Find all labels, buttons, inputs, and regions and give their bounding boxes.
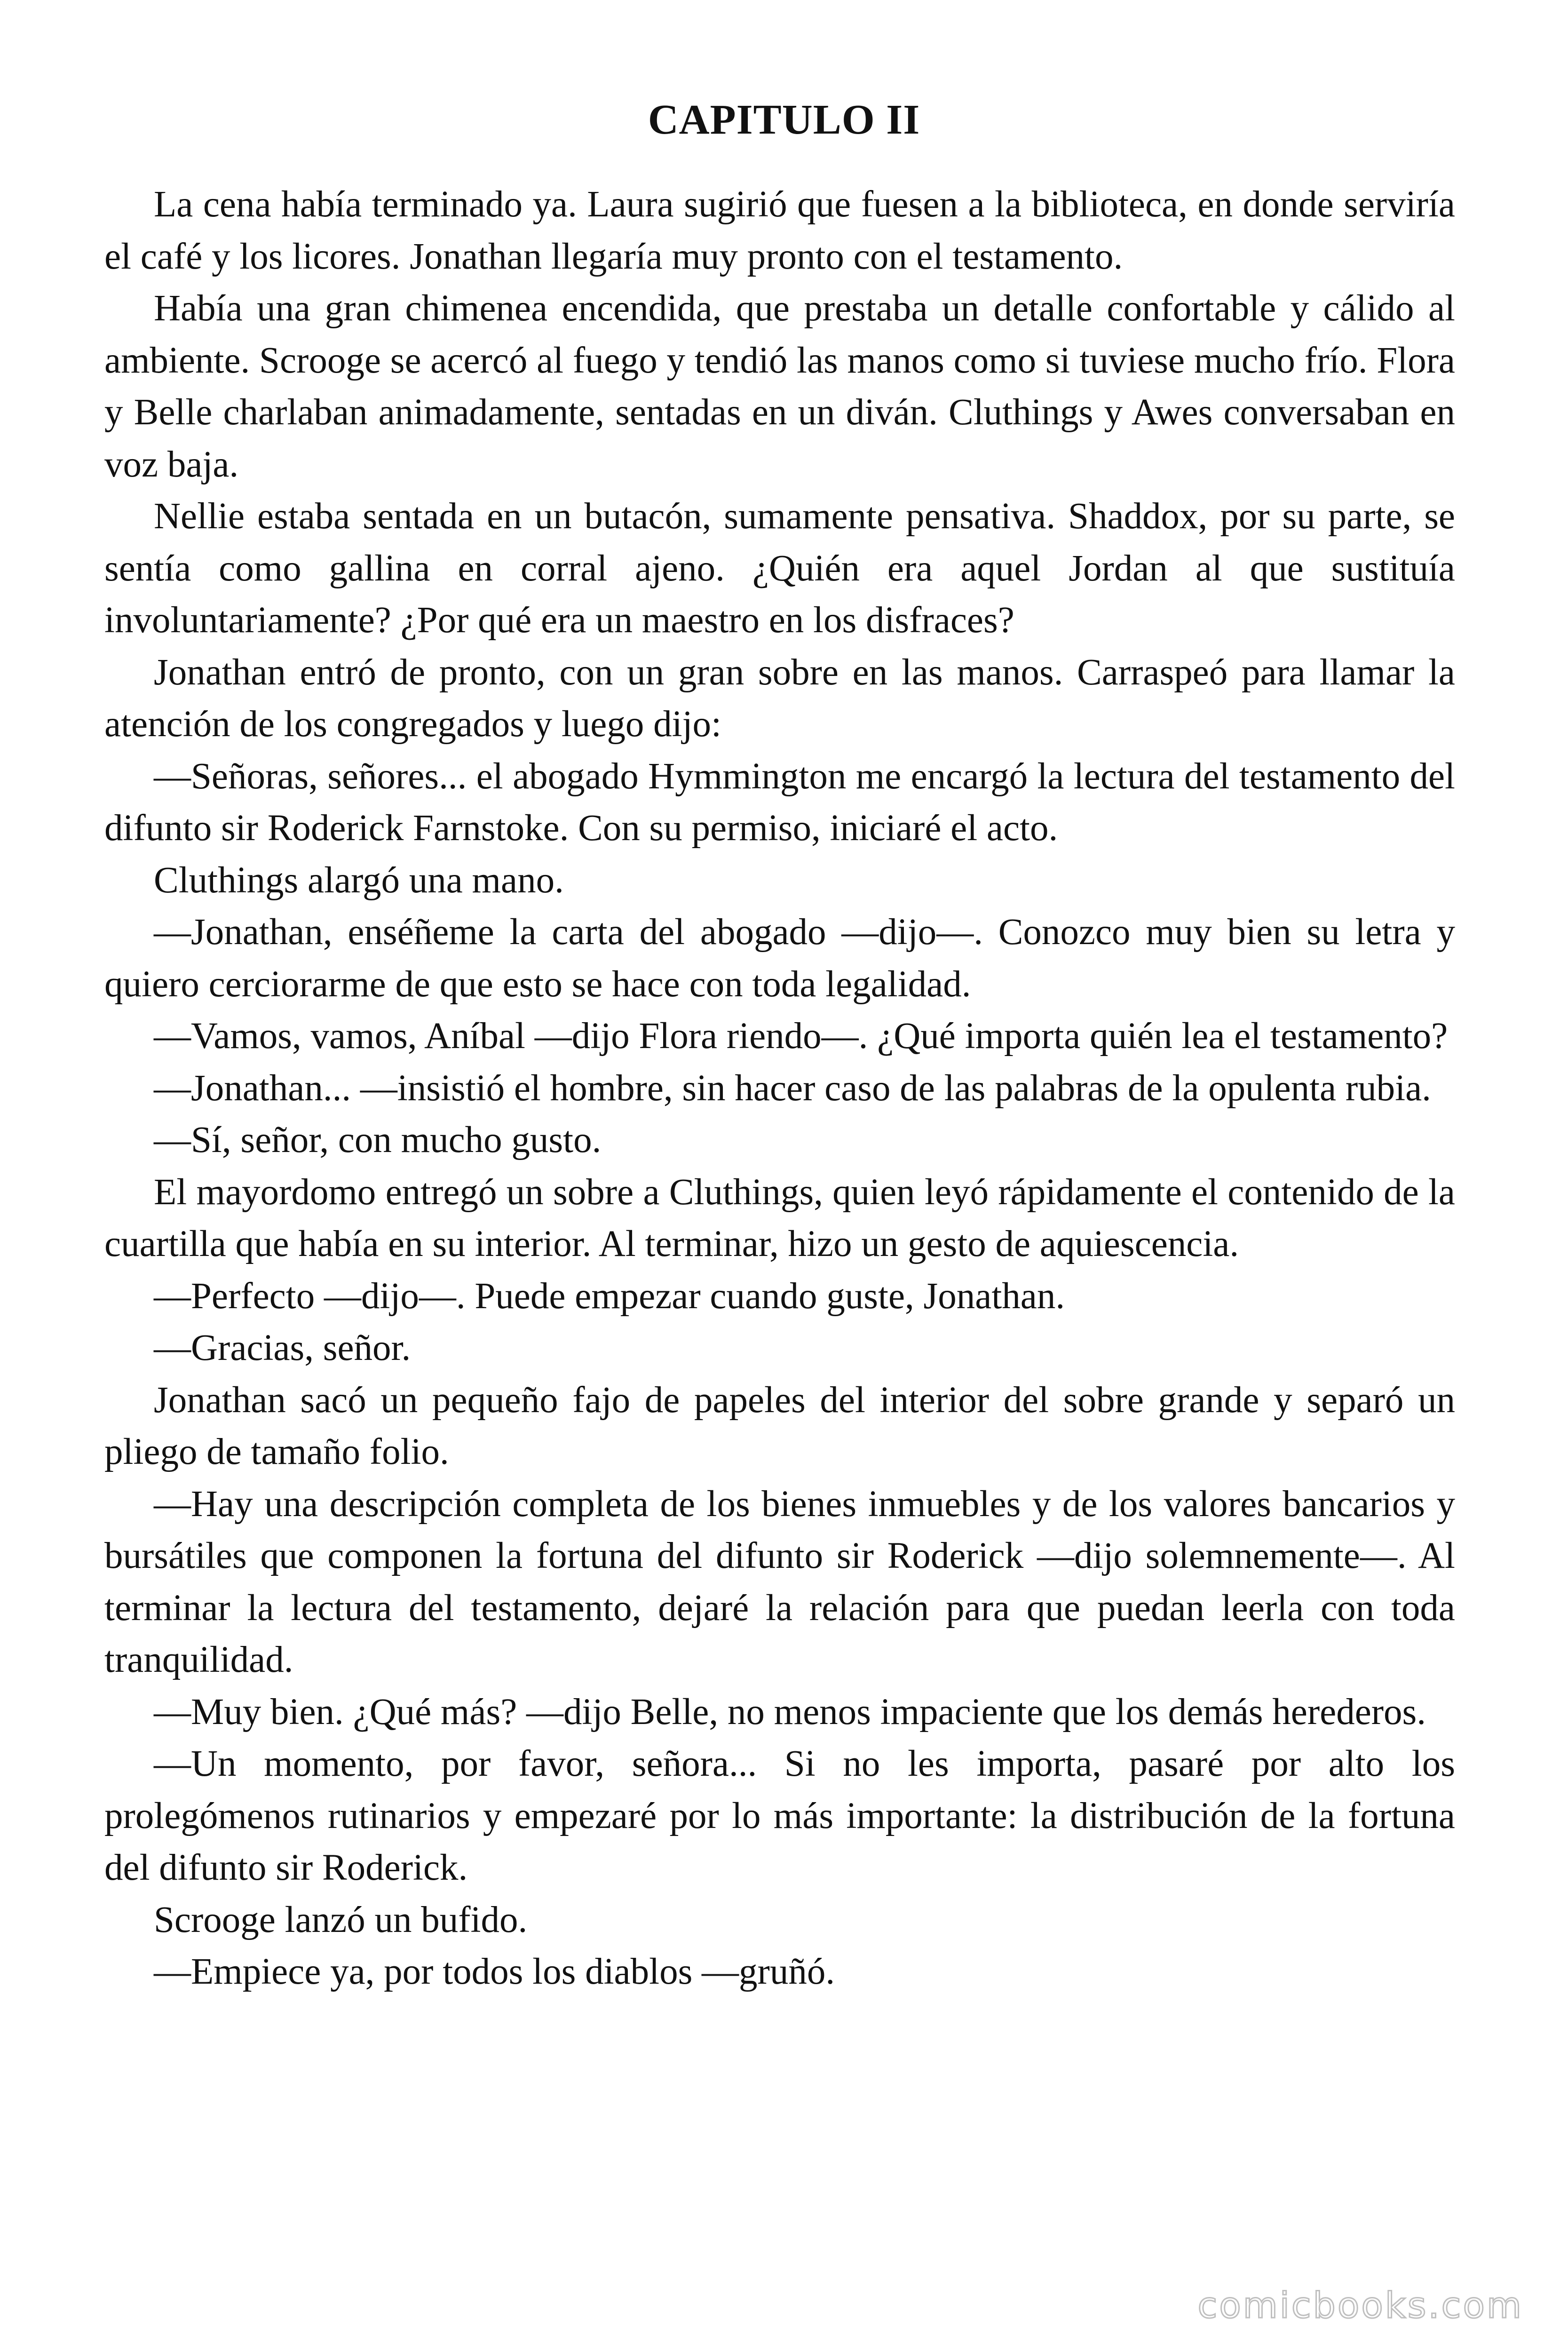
paragraph: —Jonathan, enséñeme la carta del abogado —dijo—. Conozco muy bien su letra y quiero cerciorarme de que esto se hace con toda legalidad. (104, 912, 1455, 1005)
paragraph: —Sí, señor, con mucho gusto. (154, 1120, 602, 1160)
paragraph: La cena había terminado ya. Laura sugirió que fuesen a la biblioteca, en donde serviría el café y los licores. Jonathan llegaría muy pronto con el testamento. (104, 184, 1455, 277)
paragraph: El mayordomo entregó un sobre a Cluthings, quien leyó rápidamente el contenido de la cuartilla que había en su interior. Al terminar, hizo un gesto de aquiescencia. (104, 1171, 1455, 1264)
paragraph: —Empiece ya, por todos los diablos —gruñó. (154, 1951, 835, 1992)
watermark: comicbooks.com (1197, 2284, 1523, 2326)
paragraph: —Vamos, vamos, Aníbal —dijo Flora riendo—. ¿Qué importa quién lea el testamento? (154, 1016, 1448, 1057)
paragraph: —Gracias, señor. (154, 1327, 411, 1368)
paragraph: —Jonathan... —insistió el hombre, sin hacer caso de las palabras de la opulenta rubia. (154, 1067, 1431, 1109)
paragraph: —Muy bien. ¿Qué más? —dijo Belle, no menos impaciente que los demás herederos. (154, 1691, 1426, 1732)
paragraph: —Perfecto —dijo—. Puede empezar cuando guste, Jonathan. (154, 1275, 1065, 1317)
paragraph: Había una gran chimenea encendida, que prestaba un detalle confortable y cálido al ambiente. Scrooge se acercó al fuego y tendió las manos como si tuviese mucho frío. Flora y Belle charlaban animadamente, sentadas en un diván. Cluthings y Awes conversaban en voz baja. (104, 288, 1455, 485)
paragraph: —Hay una descripción completa de los bienes inmuebles y de los valores bancarios y bursátiles que componen la fortuna del difunto sir Roderick —dijo solemnemente—. Al terminar la lectura del testamento, dejaré la relación para que puedan leerla con toda tranquilidad. (104, 1483, 1455, 1680)
paragraph: Jonathan entró de pronto, con un gran sobre en las manos. Carraspeó para llamar la atención de los congregados y luego dijo: (104, 652, 1455, 745)
paragraph: Scrooge lanzó un bufido. (154, 1899, 528, 1940)
chapter-body (104, 179, 1455, 1998)
paragraph: —Un momento, por favor, señora... Si no les importa, pasaré por alto los prolegómenos rutinarios y empezaré por lo más importante: la distribución de la fortuna del difunto sir Roderick. (104, 1743, 1455, 1888)
paragraph: Jonathan sacó un pequeño fajo de papeles del interior del sobre grande y separó un pliego de tamaño folio. (104, 1379, 1455, 1472)
paragraph: Cluthings alargó una mano. (154, 859, 564, 901)
paragraph: Nellie estaba sentada en un butacón, sumamente pensativa. Shaddox, por su parte, se sentía como gallina en corral ajeno. ¿Quién era aquel Jordan al que sustituía involuntariamente? ¿Por qué era un maestro en los disfraces? (104, 496, 1455, 641)
paragraph: —Señoras, señores... el abogado Hymmington me encargó la lectura del testamento del difunto sir Roderick Farnstoke. Con su permiso, iniciaré el acto. (104, 755, 1455, 849)
chapter-title: CAPITULO II (648, 96, 920, 143)
